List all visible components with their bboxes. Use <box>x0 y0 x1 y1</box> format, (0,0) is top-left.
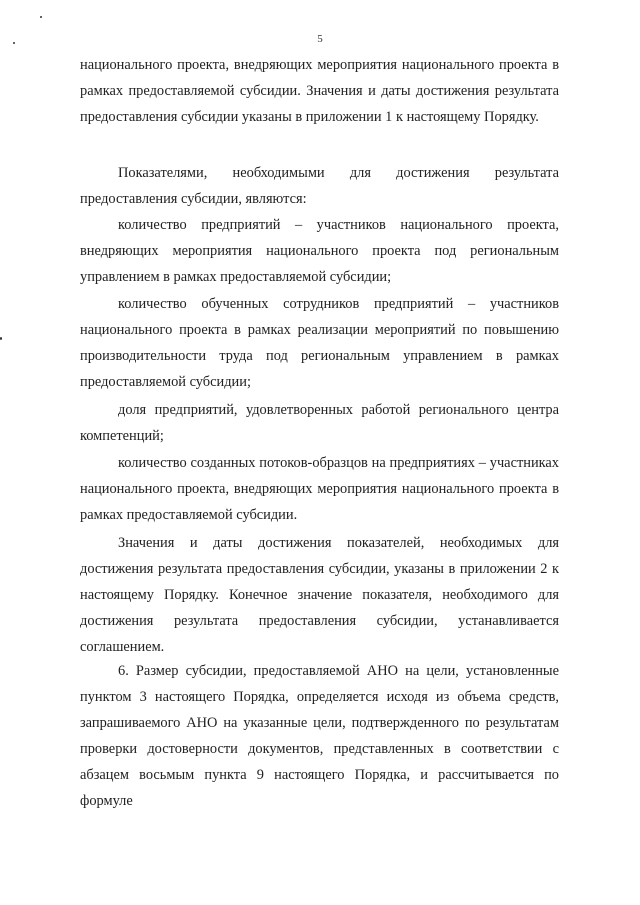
list-item-sample-flows: количество созданных потоков-образцов на предприятиях – участниках национального проекта, внедряющих мероприятия национального проекта в рамках предоставляемой субсидии. <box>80 455 559 523</box>
paragraph-indicator-values: Значения и даты достижения показателей, необходимых для достижения результата предоставления субсидии, указаны в приложении 2 к настоящему Порядку. Конечное значение показателя, необходимого для достижения результата предоставления субсидии, устанавливается соглашением. <box>80 535 559 655</box>
list-item-satisfied-share: доля предприятий, удовлетворенных работой регионального центра компетенций; <box>80 402 559 444</box>
list-item-trained-employees: количество обученных сотрудников предприятий – участников национального проекта в рамках реализации мероприятий по повышению производительности труда под региональным управлением в рамках предоставляемой субсидии; <box>80 296 559 390</box>
paragraph-section-6: 6. Размер субсидии, предоставляемой АНО на цели, установленные пунктом 3 настоящего Порядка, определяется исходя из объема средств, запрашиваемого АНО на указанные цели, подтвержденного по результатам проверки достоверности документов, представленных в соответствии с абзацем восьмым пункта 9 настоящего Порядка, и рассчитывается по формуле <box>80 663 559 809</box>
page-number: 5 <box>317 33 323 45</box>
scan-dot <box>40 16 42 18</box>
scan-dot <box>0 337 2 340</box>
paragraph-indicators-intro: Показателями, необходимыми для достижения результата предоставления субсидии, являются: <box>80 165 559 207</box>
paragraph-continuation: национального проекта, внедряющих мероприятия национального проекта в рамках предоставляемой субсидии. Значения и даты достижения результата предоставления субсидии указаны в приложении 1 к настоящему Порядку. <box>80 57 559 125</box>
list-item-enterprises-count: количество предприятий – участников национального проекта, внедряющих мероприятия национального проекта под региональным управлением в рамках предоставляемой субсидии; <box>80 217 559 285</box>
